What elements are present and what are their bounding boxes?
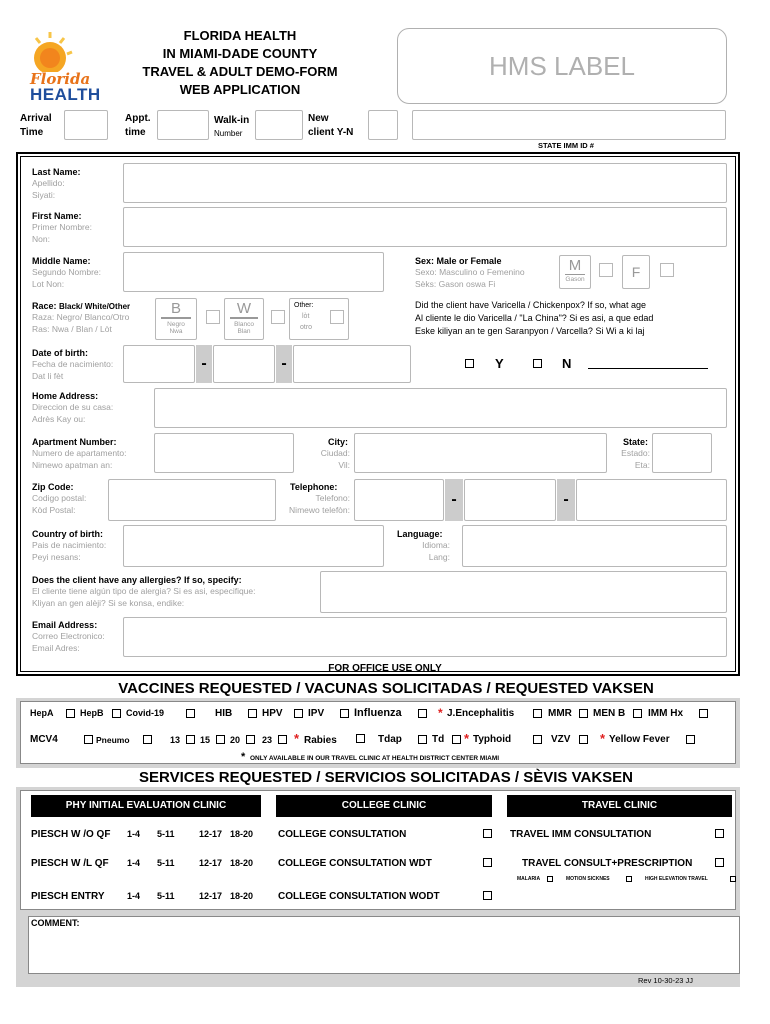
first-name-label: First Name: (32, 211, 82, 221)
vac-hib-label: HIB (215, 708, 233, 719)
comment-label: COMMENT: (31, 918, 80, 928)
svc-row3-college: COLLEGE CONSULTATION WODT (278, 891, 440, 902)
svc-motion-label: MOTION SICKNES (566, 876, 610, 882)
dob-dash-2: - (276, 345, 292, 383)
middle-name-input[interactable] (123, 252, 384, 292)
logo-health: HEALTH (30, 85, 101, 104)
first-name-input[interactable] (123, 207, 727, 247)
appt-time-label: Appt. time (125, 113, 151, 138)
varicella-yes-label: Y (495, 356, 504, 371)
home-address-input[interactable] (154, 388, 727, 428)
vac-pneumo-extra-checkbox[interactable] (143, 735, 152, 744)
office-use-label: FOR OFFICE USE ONLY (328, 663, 442, 674)
vac-20-label: 20 (230, 735, 241, 745)
phone-area-input[interactable] (354, 479, 444, 521)
vac-menb-checkbox[interactable] (633, 709, 642, 718)
svc-row2-a[interactable]: 1-4 (127, 858, 141, 868)
vac-footnote-asterisk: * (241, 751, 246, 763)
dob-dash-1: - (196, 345, 212, 383)
arrival-time-label: Arrival Time (20, 113, 52, 138)
dob-year-input[interactable] (293, 345, 411, 383)
svc-row1-a[interactable]: 1-4 (127, 829, 141, 839)
new-client-label: New client Y-N (308, 113, 354, 138)
revision-label: Rev 10-30-23 JJ (638, 976, 694, 985)
home-address-label: Home Address: (32, 391, 99, 401)
city-label: City: (328, 437, 348, 447)
vac-mmr-checkbox[interactable] (579, 709, 588, 718)
svc-row1-college-checkbox[interactable] (483, 829, 492, 838)
svc-row1-c[interactable]: 12-17 (199, 829, 223, 839)
vac-15-label: 15 (200, 735, 211, 745)
apartment-sub: Numero de apartamento: Nimewo apatman an: (32, 448, 127, 470)
home-address-sub: Direccion de su casa: Adrès Kay ou: (32, 402, 114, 424)
vac-yellow-checkbox[interactable] (686, 735, 695, 744)
sex-male-checkbox[interactable] (599, 263, 613, 277)
vac-immhx-label: IMM Hx (648, 708, 683, 719)
dob-month-input[interactable] (123, 345, 195, 383)
sex-male-box: M Gason (559, 255, 591, 289)
race-white-checkbox[interactable] (271, 310, 285, 324)
svc-row2-college: COLLEGE CONSULTATION WDT (278, 858, 432, 869)
email-input[interactable] (123, 617, 727, 657)
vac-hepb-label: HepB (80, 708, 104, 718)
race-label: Race: Black/ White/Other (32, 301, 131, 311)
svc-malaria-checkbox[interactable] (547, 876, 553, 882)
phone-dash-2: - (557, 479, 575, 521)
middle-name-label: Middle Name: (32, 256, 91, 266)
title-line-3: TRAVEL & ADULT DEMO-FORM (142, 64, 338, 79)
vac-yellow-label: Yellow Fever (609, 734, 670, 745)
svc-row3-b[interactable]: 5-11 (157, 891, 175, 901)
walk-in-label: Walk-in Number (214, 115, 250, 138)
hms-label-text: HMS LABEL (489, 51, 635, 81)
vac-23-label: 23 (262, 735, 273, 745)
vac-rabies-checkbox[interactable] (356, 734, 365, 743)
dob-label: Date of birth: (32, 348, 88, 358)
svc-row2-b[interactable]: 5-11 (157, 858, 175, 868)
svc-row1-travel: TRAVEL IMM CONSULTATION (510, 829, 652, 840)
vac-pneumo-label: Pneumo (96, 735, 130, 745)
sex-label: Sex: Male or Female (415, 256, 502, 266)
svc-row3-d[interactable]: 18-20 (230, 891, 254, 901)
language-input[interactable] (462, 525, 727, 567)
vac-mcv4-label: MCV4 (30, 734, 58, 745)
vac-tdap-label: Tdap (378, 734, 402, 745)
vac-13-checkbox[interactable] (186, 735, 195, 744)
vac-covid-label: Covid-19 (126, 708, 165, 718)
svc-row1-b[interactable]: 5-11 (157, 829, 175, 839)
vac-je-label: J.Encephalitis (447, 708, 515, 719)
state-sub: Estado: Eta: (621, 448, 650, 470)
last-name-input[interactable] (123, 163, 727, 203)
vac-pneumo-checkbox[interactable] (84, 735, 93, 744)
vac-hepa-checkbox[interactable] (66, 709, 75, 718)
walk-in-input[interactable] (255, 110, 303, 140)
svc-row1-travel-checkbox[interactable] (715, 829, 724, 838)
first-name-sub: Primer Nombre: Non: (32, 222, 92, 244)
svc-row3-college-checkbox[interactable] (483, 891, 492, 900)
dob-day-input[interactable] (213, 345, 275, 383)
email-label: Email Address: (32, 620, 98, 630)
email-sub: Correo Electronico: Email Adres: (32, 631, 105, 653)
tab-college-clinic[interactable]: COLLEGE CLINIC (276, 795, 492, 817)
apartment-input[interactable] (154, 433, 294, 473)
svc-elevation-checkbox[interactable] (730, 876, 736, 882)
sex-sub: Sexo: Masculino o Femenino Sèks: Gason oswa Fi (415, 267, 525, 289)
allergies-input[interactable] (320, 571, 727, 613)
florida-health-logo (30, 28, 101, 104)
varicella-no-checkbox[interactable] (533, 359, 542, 368)
vac-immhx-checkbox[interactable] (699, 709, 708, 718)
sex-female-checkbox[interactable] (660, 263, 674, 277)
vac-typhoid-checkbox[interactable] (533, 735, 542, 744)
form-title (110, 27, 370, 99)
allergies-label: Does the client have any allergies? If so, specify: (32, 575, 242, 585)
last-name-sub: Apellido: Siyati: (32, 178, 65, 200)
telephone-label: Telephone: (290, 482, 338, 492)
vac-td-checkbox[interactable] (452, 735, 461, 744)
vac-tdap-checkbox[interactable] (418, 735, 427, 744)
vac-13-label: 13 (170, 735, 181, 745)
svc-row1-college: COLLEGE CONSULTATION (278, 829, 407, 840)
vac-rabies-label: Rabies (304, 735, 337, 746)
state-imm-id-label: STATE IMM ID # (538, 141, 594, 150)
city-sub: Ciudad: Vil: (320, 448, 350, 470)
vac-je-asterisk: * (438, 706, 443, 720)
svc-row2-college-checkbox[interactable] (483, 858, 492, 867)
vac-ipv-label: IPV (308, 708, 325, 719)
race-other-box: Other: lòt otro (289, 298, 349, 340)
svc-elevation-label: HIGH ELEVATION TRAVEL (645, 876, 708, 882)
zip-label: Zip Code: (32, 482, 74, 492)
middle-name-sub: Segundo Nombre: Lot Non: (32, 267, 101, 289)
vac-rabies-asterisk: * (294, 731, 300, 746)
race-white-box: W Blanco Blan (224, 298, 264, 340)
apartment-label: Apartment Number: (32, 437, 117, 447)
title-line-1: FLORIDA HEALTH (183, 28, 297, 43)
allergies-sub: El cliente tiene algún tipo de alergia? Si es asi, especifique: Kliyan an gen alèji? Si se konsa, endike: (32, 586, 256, 608)
svc-row3-name: PIESCH ENTRY (31, 891, 105, 902)
phone-line-input[interactable] (576, 479, 727, 521)
language-sub: Idioma: Lang: (422, 540, 450, 562)
vac-footnote: ONLY AVAILABLE IN OUR TRAVEL CLINIC AT HEALTH DISTRICT CENTER MIAMI (250, 755, 500, 762)
race-other-checkbox[interactable] (330, 310, 344, 324)
logo-florida: Florida (30, 70, 91, 88)
vac-je-checkbox[interactable] (533, 709, 542, 718)
services-title: SERVICES REQUESTED / SERVICIOS SOLICITADAS / SÈVIS VAKSEN (139, 769, 633, 786)
race-sub: Raza: Negro/ Blanco/Otro Ras: Nwa / Blan / Lòt (32, 312, 130, 334)
svc-row1-d[interactable]: 18-20 (230, 829, 254, 839)
svc-row3-a[interactable]: 1-4 (127, 891, 141, 901)
vac-ipv-checkbox[interactable] (340, 709, 349, 718)
country-label: Country of birth: (32, 529, 103, 539)
new-client-input[interactable] (368, 110, 398, 140)
phone-prefix-input[interactable] (464, 479, 556, 521)
svc-row1-name: PIESCH W /O QF (31, 829, 111, 840)
state-imm-id-input[interactable] (412, 110, 726, 140)
varicella-box: Did the client have Varicella / Chickenpox? If so, what age Al cliente le dio Varicella / "La China"? Si es asi, a que edad Eske kiliyan an te gen Saranpyon / Varcella? Si Wi a ki laj (412, 298, 710, 342)
vac-vzv-checkbox[interactable] (579, 735, 588, 744)
vac-typhoid-asterisk: * (464, 731, 470, 746)
svc-row2-travel-checkbox[interactable] (715, 858, 724, 867)
race-black-box: B Negro Nwa (155, 298, 197, 340)
title-line-2: IN MIAMI-DADE COUNTY (162, 46, 318, 61)
arrival-time-input[interactable] (64, 110, 108, 140)
appt-time-input[interactable] (157, 110, 209, 140)
tab-phy-initial-evaluation[interactable]: PHY INITIAL EVALUATION CLINIC (31, 795, 261, 817)
vac-typhoid-label: Typhoid (473, 734, 512, 745)
vac-20-checkbox[interactable] (246, 735, 255, 744)
vac-hpv-checkbox[interactable] (294, 709, 303, 718)
country-input[interactable] (123, 525, 384, 567)
zip-sub: Codigo postal: Kòd Postal: (32, 493, 87, 515)
hms-label-box[interactable] (397, 28, 727, 104)
svc-motion-checkbox[interactable] (626, 876, 632, 882)
vac-vzv-label: VZV (551, 734, 571, 745)
vac-hepb-checkbox[interactable] (112, 709, 121, 718)
zip-input[interactable] (108, 479, 276, 521)
vac-23-checkbox[interactable] (278, 735, 287, 744)
dob-sub: Fecha de nacimiento: Dat li fèt (32, 359, 114, 381)
vaccines-title: VACCINES REQUESTED / VACUNAS SOLICITADAS / REQUESTED VAKSEN (118, 680, 654, 697)
vac-15-checkbox[interactable] (216, 735, 225, 744)
sun-icon (30, 28, 92, 72)
vac-td-label: Td (432, 734, 445, 745)
race-black-checkbox[interactable] (206, 310, 220, 324)
vac-mmr-label: MMR (548, 708, 572, 719)
vac-influenza-checkbox[interactable] (418, 709, 427, 718)
vac-hpv-label: HPV (262, 708, 283, 719)
vac-influenza-label: Influenza (354, 707, 402, 719)
svc-row2-travel: TRAVEL CONSULT+PRESCRIPTION (522, 858, 693, 869)
sex-female-box: F (622, 255, 650, 289)
tab-travel-clinic[interactable]: TRAVEL CLINIC (507, 795, 732, 817)
telephone-sub: Telefono: Nimewo telefòn: (289, 493, 350, 515)
vac-hib-checkbox[interactable] (248, 709, 257, 718)
state-input[interactable] (652, 433, 712, 473)
varicella-no-label: N (562, 356, 572, 371)
comment-input[interactable] (28, 916, 740, 974)
state-label: State: (623, 437, 649, 447)
svc-row2-name: PIESCH W /L QF (31, 858, 109, 869)
phone-dash-1: - (445, 479, 463, 521)
vac-covid-checkbox[interactable] (186, 709, 195, 718)
last-name-label: Last Name: (32, 167, 81, 177)
city-input[interactable] (354, 433, 607, 473)
varicella-yes-checkbox[interactable] (465, 359, 474, 368)
svc-malaria-label: MALARIA (517, 876, 541, 882)
varicella-age-line[interactable] (588, 368, 708, 369)
vac-menb-label: MEN B (593, 708, 626, 719)
svc-row2-d[interactable]: 18-20 (230, 858, 254, 868)
language-label: Language: (397, 529, 443, 539)
vac-yellow-asterisk: * (600, 731, 606, 746)
svc-row3-c[interactable]: 12-17 (199, 891, 223, 901)
title-line-4: WEB APPLICATION (179, 82, 301, 97)
svc-row2-c[interactable]: 12-17 (199, 858, 223, 868)
country-sub: Pais de nacimiento: Peyi nesans: (32, 540, 107, 562)
vac-hepa-label: HepA (30, 708, 54, 718)
